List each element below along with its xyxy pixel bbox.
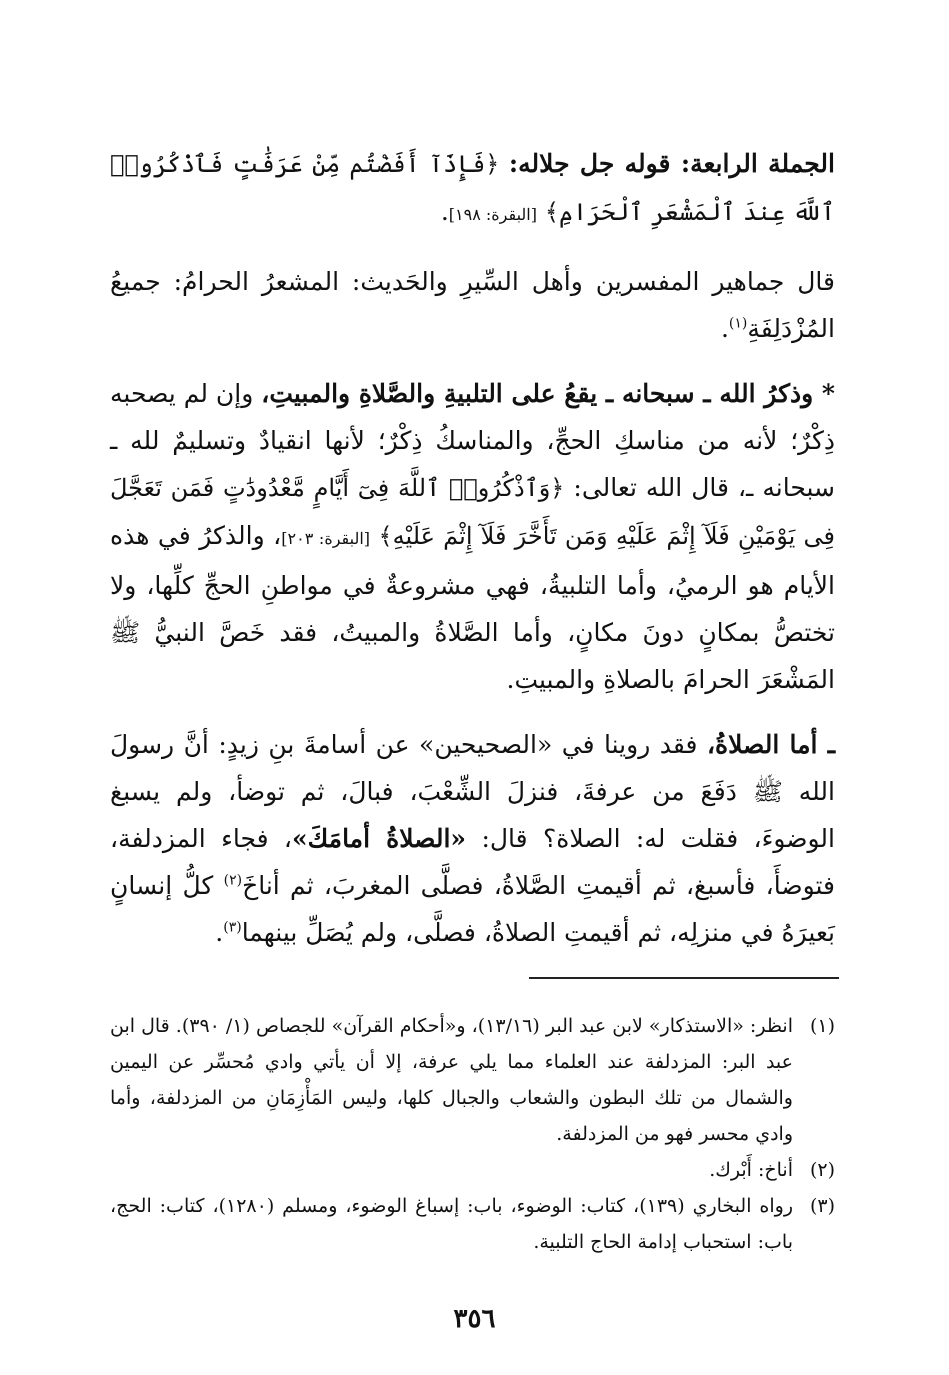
- footnote-text: أناخ: أَبْرك.: [709, 1159, 793, 1181]
- footnote-marker: (٢): [223, 872, 243, 889]
- quran-verse: ﴿فَإِذَآ أَفَضْتُم مِّنْ عَرَفَٰتٍ فَٱذْكُرُوا۟ ٱللَّهَ عِندَ ٱلْمَشْعَرِ ٱلْحَرَامِ﴾: [110, 150, 835, 226]
- paragraph-text: كلُّ إنسانٍ بَعيرَهُ في منزلِه، ثم أقيمتِ الصلاةُ، فصلَّى، ولم يُصَلِّ بينهما: [110, 871, 835, 947]
- footnote-number: (٢): [809, 1159, 835, 1181]
- punctuation: .: [215, 918, 224, 947]
- paragraph-text: فقد روينا في «الصحيحين» عن أسامةَ بنِ زيدٍ: أنَّ رسولَ الله ﷺ دَفَعَ من عرفةَ، فنزلَ الشِّعْبَ، فبالَ، ثم توضأ، ولم يسبغ الوضوءَ، فقلت له: الصلاة؟ قال:: [110, 730, 835, 853]
- quran-verse: ﴿وَٱذْكُرُوا۟ ٱللَّهَ فِىٓ أَيَّامٍ مَّعْدُودَٰتٍ فَمَن تَعَجَّلَ فِى يَوْمَيْنِ فَلَآ إِثْمَ عَلَيْهِ وَمَن تَأَخَّرَ فَلَآ إِثْمَ عَلَيْهِ﴾: [110, 474, 835, 550]
- footnote-1: [110, 1008, 835, 1152]
- footnote-text: انظر: «الاستذكار» لابن عبد البر (١٣/١٦)، و«أحكام القرآن» للجصاص (١/ ٣٩٠). قال ابن عبد البر: المزدلفة عند العلماء مما يلي عرفة، إلا أن يأتي وادي مُحسِّر عن اليمين والشمال من تلك البطون والشعاب والجبال كلها، وليس المَأْزِمَانِ من المزدلفة، وأما وادي محسر فهو من المزدلفة.: [110, 1015, 793, 1145]
- page-number: ٣٥٦: [453, 1304, 496, 1334]
- paragraph-1: [110, 140, 835, 238]
- paragraph-2: [110, 258, 835, 352]
- paragraph-3: [110, 370, 835, 703]
- footnote-separator: [529, 977, 839, 979]
- section-heading: ـ أما الصلاةُ،: [706, 730, 836, 759]
- verse-reference: [البقرة: ٢٠٣]: [281, 529, 371, 548]
- footnote-2: [110, 1152, 835, 1188]
- paragraph-4: [110, 721, 835, 956]
- footnote-marker: (٣): [223, 919, 242, 936]
- footnote-number: (١): [809, 1015, 835, 1037]
- paragraph-text: قال جماهير المفسرين وأهل السِّيرِ والحَديث: المشعرُ الحرامُ: جميعُ المُزْدَلِفَةِ: [110, 267, 835, 343]
- section-heading: * وذكرُ الله ـ سبحانه ـ يقعُ على التلبيةِ والصَّلاةِ والمبيتِ،: [261, 379, 836, 408]
- paragraph-text: ، والذكرُ في هذه الأيام هو الرميُ، وأما التلبيةُ، فهي مشروعةٌ في مواطنِ الحجِّ كلِّها، ولا تختصُّ بمكانٍ دونَ مكانٍ، وأما الصَّلاةُ والمبيتُ، فقد خَصَّ النبيُّ ﷺ المَشْعَرَ الحرامَ بالصلاةِ والمبيتِ.: [110, 521, 835, 694]
- paragraph-text: وإن لم يصحبه ذِكْرٌ؛ لأنه من مناسكِ الحجِّ، والمناسكُ ذِكْرٌ؛ لأنها انقيادٌ وتسليمٌ لله ـ سبحانه ـ، قال الله تعالى:: [110, 379, 835, 502]
- footnotes: [110, 1008, 835, 1260]
- footnote-3: [110, 1188, 835, 1260]
- footnote-number: (٣): [809, 1195, 835, 1217]
- punctuation: .: [720, 314, 729, 343]
- footnote-text: رواه البخاري (١٣٩)، كتاب: الوضوء، باب: إسباغ الوضوء، ومسلم (١٢٨٠)، كتاب: الحج، باب: استحباب إدامة الحاج التلبية.: [110, 1195, 793, 1253]
- hadith-quote: «الصلاةُ أمامَكَ»: [291, 824, 467, 853]
- punctuation: .: [440, 197, 449, 226]
- main-text: [110, 140, 835, 974]
- paragraph-label: الجملة الرابعة: قوله جل جلاله:: [508, 149, 835, 178]
- footnote-marker: (١): [728, 315, 748, 332]
- verse-reference: [البقرة: ١٩٨]: [448, 205, 537, 224]
- paragraph-text: ، فجاء المزدلفة، فتوضأَ، فأسبغ، ثم أقيمتِ الصَّلاةُ، فصلَّى المغربَ، ثم أناخَ: [110, 824, 835, 900]
